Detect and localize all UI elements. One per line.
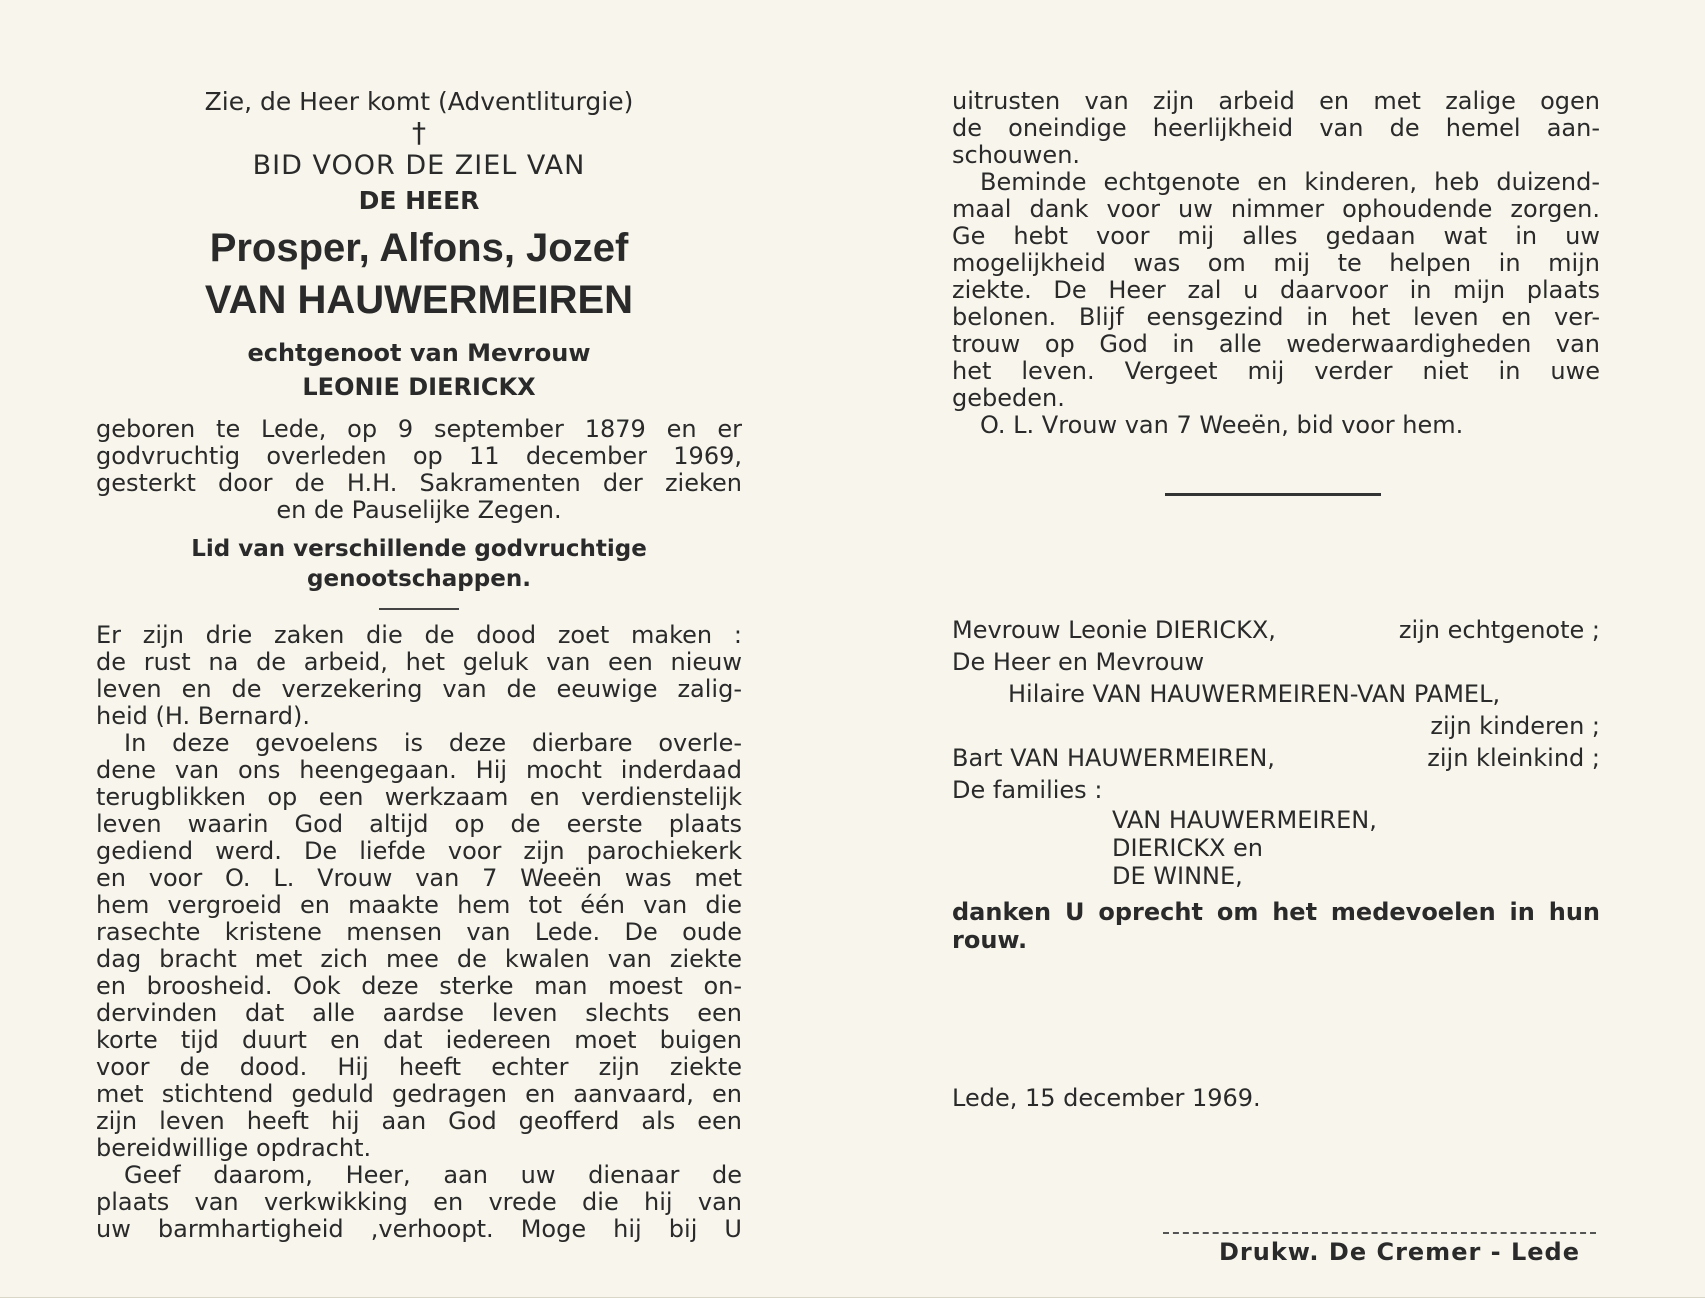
- divider: [1165, 493, 1381, 496]
- grandchild-role: zijn kleinkind ;: [1427, 744, 1600, 772]
- deceased-first-names: Prosper, Alfons, Jozef: [209, 226, 629, 270]
- text-line: In deze gevoelens is deze dierbare overle-: [124, 729, 742, 757]
- text-line: het leven. Vergeet mij verder niet in uwe: [952, 357, 1600, 385]
- text-line: en voor O. L. Vrouw van 7 Weeën was met: [96, 864, 742, 892]
- text-line: heid (H. Bernard).: [96, 702, 311, 730]
- spouse-entry: Mevrouw Leonie DIERICKX,: [952, 616, 1276, 644]
- family-row-grandchild: [952, 742, 1600, 774]
- printer-name: Drukw. De Cremer - Lede: [1218, 1238, 1580, 1266]
- text-line: gediend werd. De liefde voor zijn parochiekerk: [96, 837, 742, 865]
- family-name: VAN HAUWERMEIREN,: [1112, 806, 1377, 834]
- text-line: genootschappen.: [307, 566, 531, 592]
- grandchild-entry: Bart VAN HAUWERMEIREN,: [952, 744, 1275, 772]
- text-line: dervinden dat alle aardse leven slechts een: [96, 999, 742, 1027]
- text-line: gebeden.: [952, 384, 1065, 412]
- text-line: Ge hebt voor mij alles gedaan wat in uw: [952, 222, 1600, 250]
- text-line: terugblikken op een werkzaam en verdienstelijk: [96, 783, 742, 811]
- text-line: hem vergroeid en maakte hem tot één van die: [96, 891, 742, 919]
- text-line: trouw op God in alle wederwaardigheden van: [952, 330, 1600, 358]
- text-line: schouwen.: [952, 141, 1081, 169]
- closing-prayer: O. L. Vrouw van 7 Weeën, bid voor hem.: [980, 411, 1464, 439]
- text-line: met stichtend geduld gedragen en aanvaard, en: [96, 1080, 742, 1108]
- prayer-heading: BID VOOR DE ZIEL VAN: [252, 150, 586, 181]
- children-role: zijn kinderen ;: [1430, 712, 1600, 740]
- family-thanks: [952, 614, 1600, 954]
- family-name: DE WINNE,: [1112, 862, 1243, 890]
- text-line: zijn leven heeft hij aan God geofferd als een: [96, 1107, 742, 1135]
- text-line: Lid van verschillende godvruchtige: [191, 536, 647, 562]
- text-line: en broosheid. Ook deze sterke man moest on-: [96, 972, 742, 1000]
- text-line: maal dank voor uw nimmer ophoudende zorgen.: [952, 195, 1600, 223]
- text-line: leven waarin God altijd op de eerste plaats: [96, 810, 742, 838]
- text-line: dag bracht met zich mee de kwalen van ziekte: [96, 945, 742, 973]
- cross-icon: †: [412, 116, 426, 149]
- printer-credit: [1163, 1232, 1596, 1266]
- text-line: gesterkt door de H.H. Sakramenten der zieken: [96, 469, 742, 497]
- text-line: Er zijn drie zaken die de dood zoet maken :: [96, 621, 742, 649]
- spouse-role: zijn echtgenote ;: [1398, 616, 1600, 644]
- text-line: ziekte. De Heer zal u daarvoor in mijn plaats: [952, 276, 1600, 304]
- text-line: rasechte kristene mensen van Lede. De oude: [96, 918, 742, 946]
- text-line: dene van ons heengegaan. Hij mocht inderdaad: [96, 756, 742, 784]
- place-date: Lede, 15 december 1969.: [952, 1084, 1261, 1112]
- liturgy-quote: Zie, de Heer komt (Adventliturgie): [204, 87, 634, 116]
- thanks-line: danken U oprecht om het medevoelen in hun: [952, 898, 1600, 926]
- text-line: Geef daarom, Heer, aan uw dienaar de: [124, 1161, 742, 1189]
- spouse-name: LEONIE DIERICKX: [302, 373, 536, 401]
- children-names: Hilaire VAN HAUWERMEIREN-VAN PAMEL,: [1008, 680, 1501, 708]
- text-line: belonen. Blijf eensgezind in het leven en ver-: [952, 303, 1600, 331]
- text-line: de oneindige heerlijkheid van de hemel aan-: [952, 114, 1600, 142]
- text-line: voor de dood. Hij heeft echter zijn ziekte: [96, 1053, 742, 1081]
- honorific: DE HEER: [358, 186, 480, 215]
- birth-death-details: [96, 416, 742, 524]
- meditation-text: [96, 622, 742, 1243]
- text-line: uw barmhartigheid ,verhoopt. Moge hij bij U: [96, 1215, 742, 1243]
- thanks-line: rouw.: [952, 926, 1028, 954]
- text-line: godvruchtig overleden op 11 december 1969,: [96, 442, 742, 470]
- children-intro: De Heer en Mevrouw: [952, 648, 1205, 676]
- membership-note: [96, 534, 742, 594]
- text-line: en de Pauselijke Zegen.: [276, 496, 562, 524]
- family-name: DIERICKX en: [1112, 834, 1264, 862]
- text-line: bereidwillige opdracht.: [96, 1134, 372, 1162]
- text-line: plaats van verkwikking en vrede die hij van: [96, 1188, 742, 1216]
- right-page: [952, 88, 1600, 1114]
- text-line: de rust na de arbeid, het geluk van een nieuw: [96, 648, 742, 676]
- family-row-spouse: [952, 614, 1600, 646]
- divider: [379, 608, 459, 610]
- text-line: mogelijkheid was om mij te helpen in mijn: [952, 249, 1600, 277]
- text-line: geboren te Lede, op 9 september 1879 en er: [96, 415, 742, 443]
- text-line: korte tijd duurt en dat iedereen moet buigen: [96, 1026, 742, 1054]
- text-line: Beminde echtgenote en kinderen, heb duizend-: [980, 168, 1600, 196]
- prayer-continuation: [952, 88, 1600, 439]
- divider: [1163, 1232, 1596, 1234]
- deceased-surname: VAN HAUWERMEIREN: [204, 278, 634, 322]
- text-line: uitrusten van zijn arbeid en met zalige ogen: [952, 87, 1600, 115]
- spouse-intro: echtgenoot van Mevrouw: [247, 339, 591, 367]
- text-line: leven en de verzekering van de eeuwige zalig-: [96, 675, 742, 703]
- families-intro: De families :: [952, 776, 1103, 804]
- left-page: [96, 80, 742, 1243]
